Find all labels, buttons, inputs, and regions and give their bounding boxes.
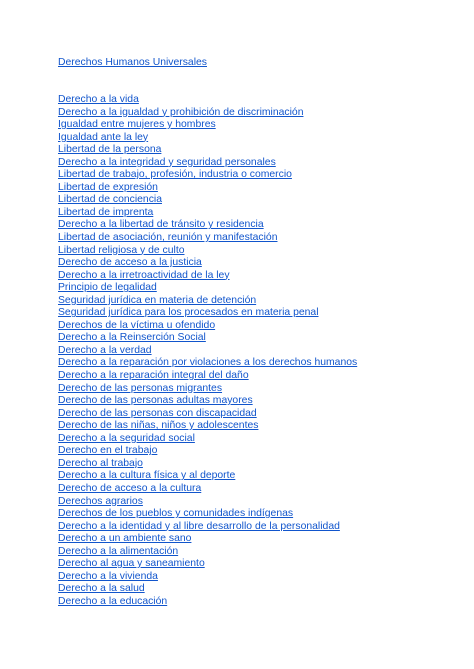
rights-link-item[interactable]: Derecho a la reparación por violaciones a los derechos humanos [58,357,358,369]
rights-link-item[interactable]: Derecho a la salud [58,583,145,595]
rights-link-item[interactable]: Libertad de asociación, reunión y manifestación [58,232,278,244]
rights-link-item[interactable]: Derecho de acceso a la justicia [58,257,202,269]
rights-link-item[interactable]: Libertad religiosa y de culto [58,244,185,256]
rights-link-item[interactable]: Derecho a la libertad de tránsito y residencia [58,219,264,231]
rights-link-item[interactable]: Derecho a la reparación integral del daño [58,370,249,382]
rights-link-item[interactable]: Derecho a la Reinserción Social [58,332,206,344]
rights-link-item[interactable]: Derecho a la vida [58,94,139,105]
rights-link-item[interactable]: Libertad de conciencia [58,194,162,206]
rights-link-item[interactable]: Derecho al agua y saneamiento [58,558,205,570]
rights-link-item[interactable]: Derecho de las personas con discapacidad [58,407,257,419]
rights-link-item[interactable]: Derecho a la integridad y seguridad personales [58,156,276,168]
rights-link-list [58,94,357,608]
rights-link-item[interactable]: Igualdad entre mujeres y hombres [58,119,216,131]
rights-link-item[interactable]: Derecho a la irretroactividad de la ley [58,269,230,281]
rights-link-item[interactable]: Derecho en el trabajo [58,445,158,457]
rights-link-item[interactable]: Derecho a la seguridad social [58,432,195,444]
rights-link-item[interactable]: Libertad de trabajo, profesión, industria o comercio [58,169,292,181]
rights-link-item[interactable]: Derecho a la cultura física y al deporte [58,470,236,482]
rights-link-item[interactable]: Derecho a la alimentación [58,545,179,557]
rights-link-item[interactable]: Libertad de la persona [58,144,162,156]
rights-link-item[interactable]: Derecho de las niñas, niños y adolescentes [58,420,259,432]
rights-link-item[interactable]: Igualdad ante la ley [58,131,149,143]
rights-link-item[interactable]: Derecho a la verdad [58,344,152,356]
rights-link-item[interactable]: Derecho a la identidad y al libre desarrollo de la personalidad [58,520,340,532]
rights-link-item[interactable]: Derecho al trabajo [58,457,143,469]
rights-link-item[interactable]: Derecho de acceso a la cultura [58,482,202,494]
rights-link-item[interactable]: Derecho de las personas adultas mayores [58,395,253,407]
rights-link-item[interactable]: Libertad de imprenta [58,206,154,218]
rights-link-item[interactable]: Derecho de las personas migrantes [58,382,223,394]
rights-link-item[interactable]: Derechos agrarios [58,495,143,507]
rights-link-item[interactable]: Principio de legalidad [58,282,157,294]
rights-link-item[interactable]: Derechos de la víctima u ofendido [58,319,216,331]
rights-link-item[interactable]: Seguridad jurídica en materia de detención [58,294,257,306]
rights-link-item[interactable]: Libertad de expresión [58,181,158,193]
rights-link-item[interactable]: Derecho a la igualdad y prohibición de discriminación [58,106,304,118]
rights-link-item[interactable]: Seguridad jurídica para los procesados en materia penal [58,307,319,319]
rights-link-item[interactable]: Derechos de los pueblos y comunidades indígenas [58,508,294,520]
rights-link-item[interactable]: Derecho a la educación [58,595,168,607]
rights-link-item[interactable]: Derecho a la vivienda [58,570,158,582]
rights-link-item[interactable]: Derecho a un ambiente sano [58,533,192,545]
document-title[interactable]: Derechos Humanos Universales [58,57,207,68]
